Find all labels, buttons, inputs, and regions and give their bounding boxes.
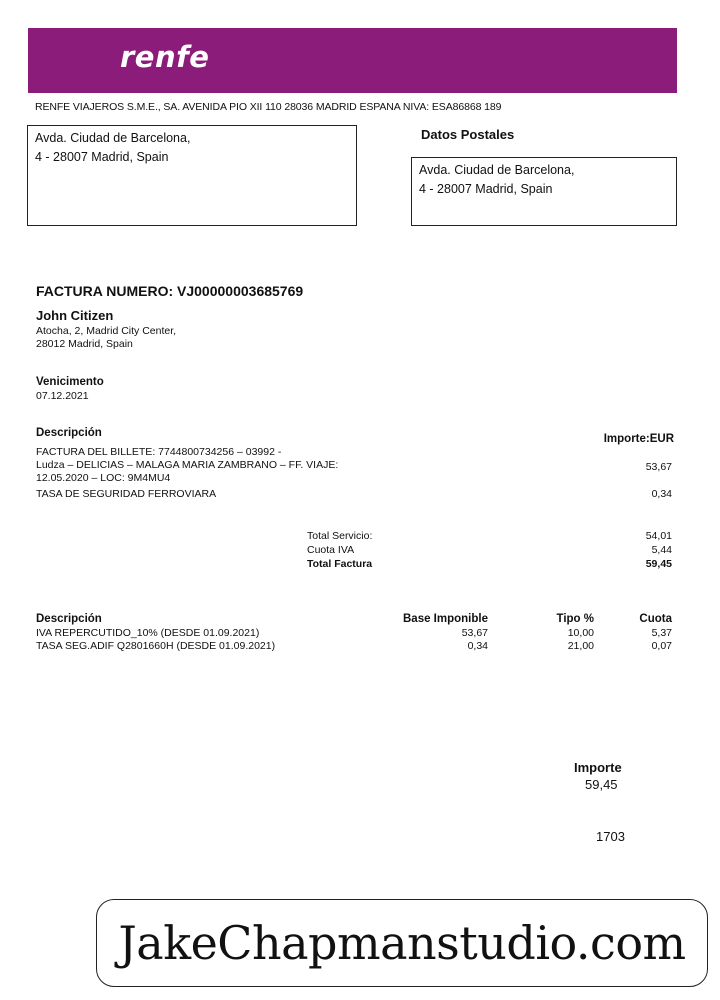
total-service-value: 54,01 xyxy=(645,530,672,542)
tax-row-2-base: 0,34 xyxy=(467,640,488,652)
items-amount-header: Importe:EUR xyxy=(603,433,674,445)
sender-address-line1: Avda. Ciudad de Barcelona, xyxy=(35,131,191,145)
due-label: Venicimento xyxy=(36,376,104,388)
tax-header-quota: Cuota xyxy=(639,613,672,625)
total-invoice-value: 59,45 xyxy=(645,558,672,570)
postal-title: Datos Postales xyxy=(421,127,515,142)
tax-row-1-quota: 5,37 xyxy=(651,627,672,639)
due-date: 07.12.2021 xyxy=(36,390,89,402)
item-amount-4: 0,34 xyxy=(651,488,672,500)
iva-value: 5,44 xyxy=(651,544,672,556)
renfe-logo: renfe xyxy=(120,40,210,74)
customer-name: John Citizen xyxy=(36,308,114,323)
iva-label: Cuota IVA xyxy=(307,544,355,556)
item-amount-1: 53,67 xyxy=(645,461,672,473)
tax-row-2-desc: TASA SEG.ADIF Q2801660H (DESDE 01.09.2021) xyxy=(36,640,276,652)
tax-header-desc: Descripción xyxy=(36,613,102,625)
tax-row-1-rate: 10,00 xyxy=(567,627,594,639)
importe-value: 59,45 xyxy=(585,777,618,792)
invoice-number: FACTURA NUMERO: VJ00000003685769 xyxy=(36,283,304,299)
tax-row-1-desc: IVA REPERCUTIDO_10% (DESDE 01.09.2021) xyxy=(36,627,260,639)
item-line-4: TASA DE SEGURIDAD FERROVIARA xyxy=(36,488,217,500)
item-line-2: Ludza – DELICIAS – MALAGA MARIA ZAMBRANO – FF. VIAJE: xyxy=(36,459,339,471)
company-line: RENFE VIAJEROS S.M.E., SA. AVENIDA PIO XII 110 28036 MADRID ESPANA NIVA: ESA86868 189 xyxy=(35,101,502,113)
item-line-3: 12.05.2020 – LOC: 9M4MU4 xyxy=(36,472,171,484)
items-desc-header: Descripción xyxy=(36,427,102,439)
tax-row-1-base: 53,67 xyxy=(461,627,488,639)
postal-address-box xyxy=(411,157,677,226)
watermark: JakeChapmanstudio.com xyxy=(96,899,708,987)
tax-row-2-rate: 21,00 xyxy=(567,640,594,652)
item-line-1: FACTURA DEL BILLETE: 7744800734256 – 03992 - xyxy=(36,446,282,458)
customer-address-line1: Atocha, 2, Madrid City Center, xyxy=(36,325,177,337)
importe-label: Importe xyxy=(574,760,622,775)
sender-address-box xyxy=(27,125,357,226)
customer-address-line2: 28012 Madrid, Spain xyxy=(36,338,133,350)
reference-code: 1703 xyxy=(596,829,625,844)
postal-address-line2: 4 - 28007 Madrid, Spain xyxy=(419,182,553,196)
tax-row-2-quota: 0,07 xyxy=(651,640,672,652)
customer-address xyxy=(36,325,176,351)
total-service-label: Total Servicio: xyxy=(307,530,373,542)
total-invoice-label: Total Factura xyxy=(307,558,373,570)
tax-header-base: Base Imponible xyxy=(403,613,488,625)
postal-address-line1: Avda. Ciudad de Barcelona, xyxy=(419,163,575,177)
tax-header-rate: Tipo % xyxy=(556,613,594,625)
sender-address-line2: 4 - 28007 Madrid, Spain xyxy=(35,150,169,164)
